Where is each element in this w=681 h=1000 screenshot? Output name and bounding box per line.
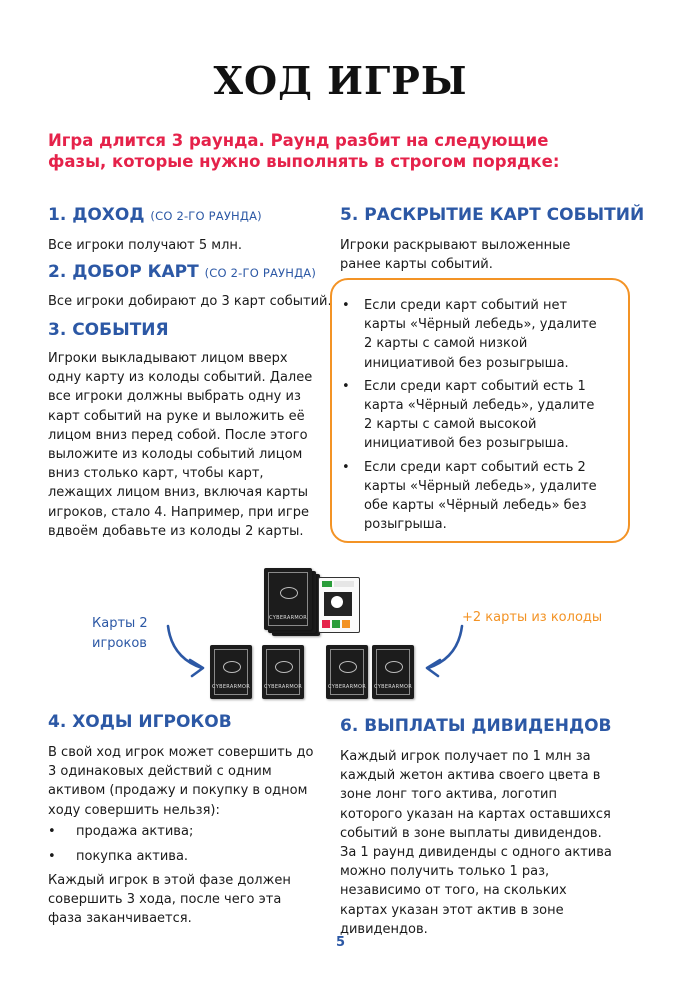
phase1-note: (СО 2-ГО РАУНДА) <box>150 209 262 223</box>
deck-card-top <box>264 568 312 630</box>
phase3-text: Игроки выкладывают лицом вверх одну карту из колоды событий. Далее все игроки должны выбрать одну из карт событий на руке и выложить её лицом вниз перед собой. После этого выложите из колоды событий лицом вниз столько карт, чтобы карт, лежащих лицом вниз, включая карты игроков, стало 4. Например, при игре вдвоём добавьте из колоды 2 карты. <box>48 351 313 539</box>
deck-added-card-back <box>326 645 368 699</box>
player-card-back <box>210 645 252 699</box>
phase4-text: В свой ход игрок может совершить до 3 одинаковых действий с одним активом (продажу и покупку в одном ходу совершить нельзя): <box>48 745 314 818</box>
player-card-back <box>262 645 304 699</box>
phase5-bullets <box>332 296 602 538</box>
card-label: CYBERARMOR <box>264 684 302 690</box>
phase5-text: Игроки раскрывают выложенные ранее карты событий. <box>340 238 571 273</box>
phase1-text: Все игроки получают 5 млн. <box>48 238 243 253</box>
card-label: CYBERARMOR <box>269 615 307 621</box>
phase3-heading: 3. СОБЫТИЯ <box>48 320 169 340</box>
card-label: CYBERARMOR <box>374 684 412 690</box>
phase2-text: Все игроки добирают до 3 карт событий. <box>48 294 332 309</box>
page-number: 5 <box>335 935 346 950</box>
phase6-text: Каждый игрок получает по 1 млн за каждый жетон актива своего цвета в зоне лонг того актива, логотип которого указан на картах оставшихся событий в зоне выплаты дивидендов. За 1 раунд дивиденды с одного актива можно получить только 1 раз, независимо от того, на скольких картах указан этот актив в зоне дивидендов. <box>340 749 612 937</box>
list-item: • Если среди карт событий есть 1 карта «Чёрный лебедь», удалите 2 карты с самой высокой инициативой без розыгрыша. <box>332 377 602 454</box>
phase1-heading <box>48 205 262 225</box>
phase2-title: 2. ДОБОР КАРТ <box>48 262 199 282</box>
phase2-heading <box>48 262 316 282</box>
phase2-note: (СО 2-ГО РАУНДА) <box>204 266 317 280</box>
deck-added-card-back <box>372 645 414 699</box>
card-label: CYBERARMOR <box>328 684 366 690</box>
phase6-heading: 6. ВЫПЛАТЫ ДИВИДЕНДОВ <box>340 716 612 736</box>
page-title: ХОД ИГРЫ <box>213 58 468 103</box>
phase5-heading: 5. РАСКРЫТИЕ КАРТ СОБЫТИЙ <box>340 205 645 225</box>
phase4-heading: 4. ХОДЫ ИГРОКОВ <box>48 712 232 732</box>
emblem-icon <box>280 587 298 599</box>
deck-cards-label: +2 карты из колоды <box>462 610 603 625</box>
intro-text: Игра длится 3 раунда. Раунд разбит на следующие фазы, которые нужно выполнять в строгом порядке: <box>48 131 560 171</box>
list-item: • Если среди карт событий нет карты «Чёрный лебедь», удалите 2 карты с самой низкой инициативой без розыгрыша. <box>332 296 602 373</box>
list-item: • продажа актива; <box>48 822 308 841</box>
arrow-left-down-icon <box>418 620 468 680</box>
list-item: • Если среди карт событий есть 2 карты «Чёрный лебедь», удалите обе карты «Чёрный лебедь» без розыгрыша. <box>332 458 602 535</box>
player-cards-label: Карты 2 игроков <box>92 616 148 651</box>
black-swan-callout <box>330 278 630 543</box>
face-up-event-card <box>318 577 360 633</box>
list-item: • покупка актива. <box>48 847 308 866</box>
phase4-bullets <box>48 822 308 866</box>
card-label: CYBERARMOR <box>212 684 250 690</box>
phase4-text2: Каждый игрок в этой фазе должен совершить 3 хода, после чего эта фаза заканчивается. <box>48 873 291 927</box>
phase1-title: 1. ДОХОД <box>48 205 145 225</box>
